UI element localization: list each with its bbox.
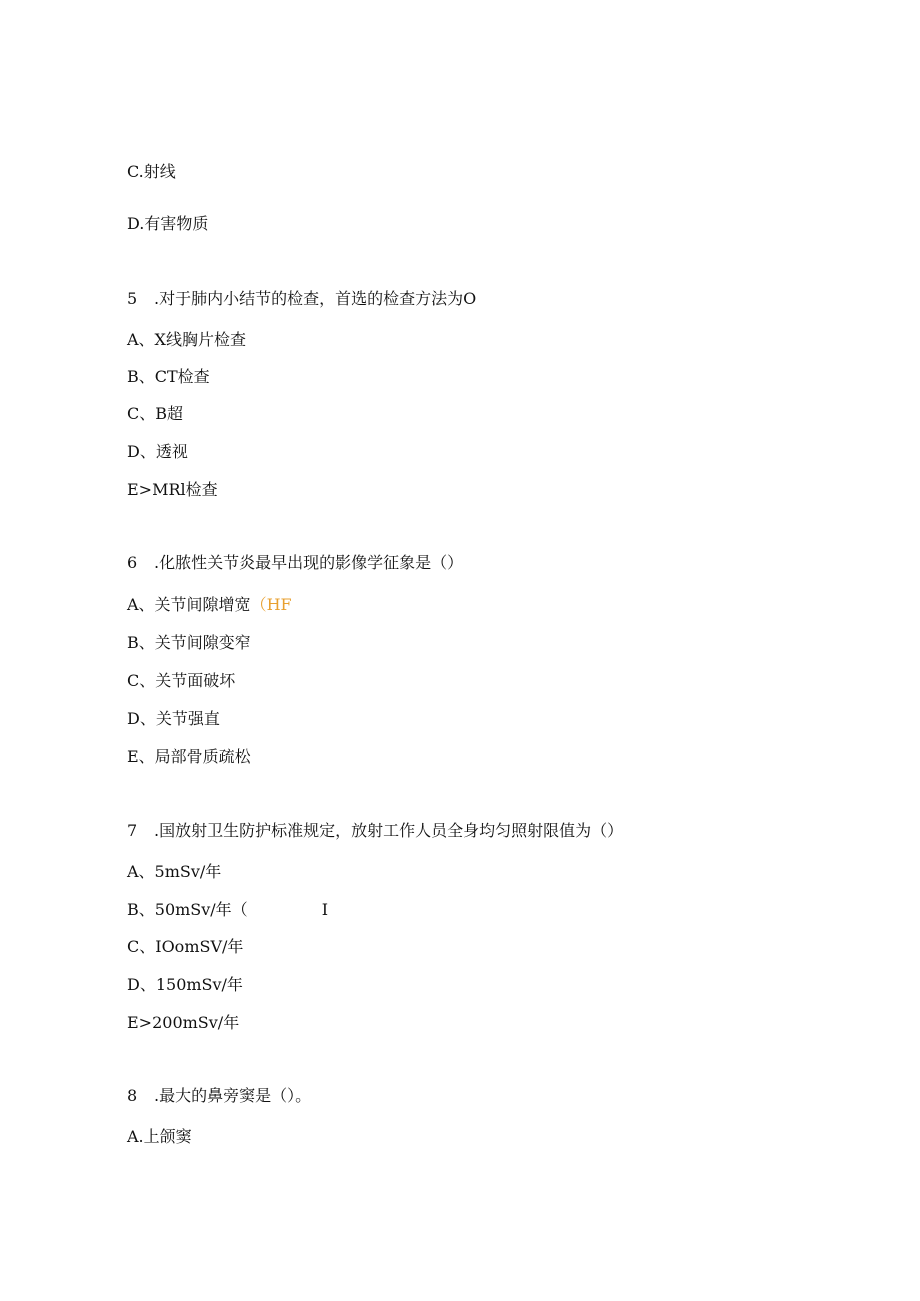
question-6-option-c: C、关节面破坏 bbox=[127, 671, 236, 690]
question-7-option-b: B、50mSv/年（ I bbox=[127, 900, 329, 919]
question-7-stem bbox=[127, 821, 623, 841]
question-5-option-a: A、X线胸片检查 bbox=[127, 330, 246, 349]
question-5-option-b: B、CT检查 bbox=[127, 367, 210, 386]
question-7-option-e: E>200mSv/年 bbox=[127, 1013, 240, 1032]
question-6-option-a: A、关节间隙增宽（HF bbox=[127, 595, 292, 614]
question-6-stem bbox=[127, 553, 463, 573]
question-5-option-d: D、透视 bbox=[127, 442, 188, 461]
question-6-option-d: D、关节强直 bbox=[127, 709, 220, 728]
question-number: 8 bbox=[127, 1086, 138, 1105]
question-text: .国放射卫生防护标准规定，放射工作人员全身均匀照射限值为（） bbox=[154, 821, 624, 840]
question-5-option-e: E>MRl检查 bbox=[127, 480, 218, 499]
answer-mark: （HF bbox=[250, 595, 292, 614]
question-text: .最大的鼻旁窦是（）。 bbox=[154, 1086, 312, 1105]
question-text: .对于肺内小结节的检查，首选的检查方法为O bbox=[154, 289, 477, 308]
option-d: D.有害物质 bbox=[127, 214, 209, 233]
question-number: 6 bbox=[127, 553, 138, 572]
question-8-option-a: A.上颌窦 bbox=[127, 1127, 192, 1146]
question-5-stem bbox=[127, 289, 476, 309]
option-c: C.射线 bbox=[127, 162, 176, 181]
question-7-option-c: C、IOomSV/年 bbox=[127, 937, 244, 956]
question-7-option-d: D、150mSv/年 bbox=[127, 975, 243, 994]
question-text: .化脓性关节炎最早出现的影像学征象是（） bbox=[154, 553, 464, 572]
question-8-stem bbox=[127, 1086, 311, 1106]
question-7-option-a: A、5mSv/年 bbox=[127, 862, 222, 881]
question-number: 5 bbox=[127, 289, 138, 308]
question-6-option-e: E、局部骨质疏松 bbox=[127, 747, 251, 766]
question-5-option-c: C、B超 bbox=[127, 404, 184, 423]
stray-mark: I bbox=[321, 900, 329, 919]
question-6-option-b: B、关节间隙变窄 bbox=[127, 633, 251, 652]
question-number: 7 bbox=[127, 821, 138, 840]
